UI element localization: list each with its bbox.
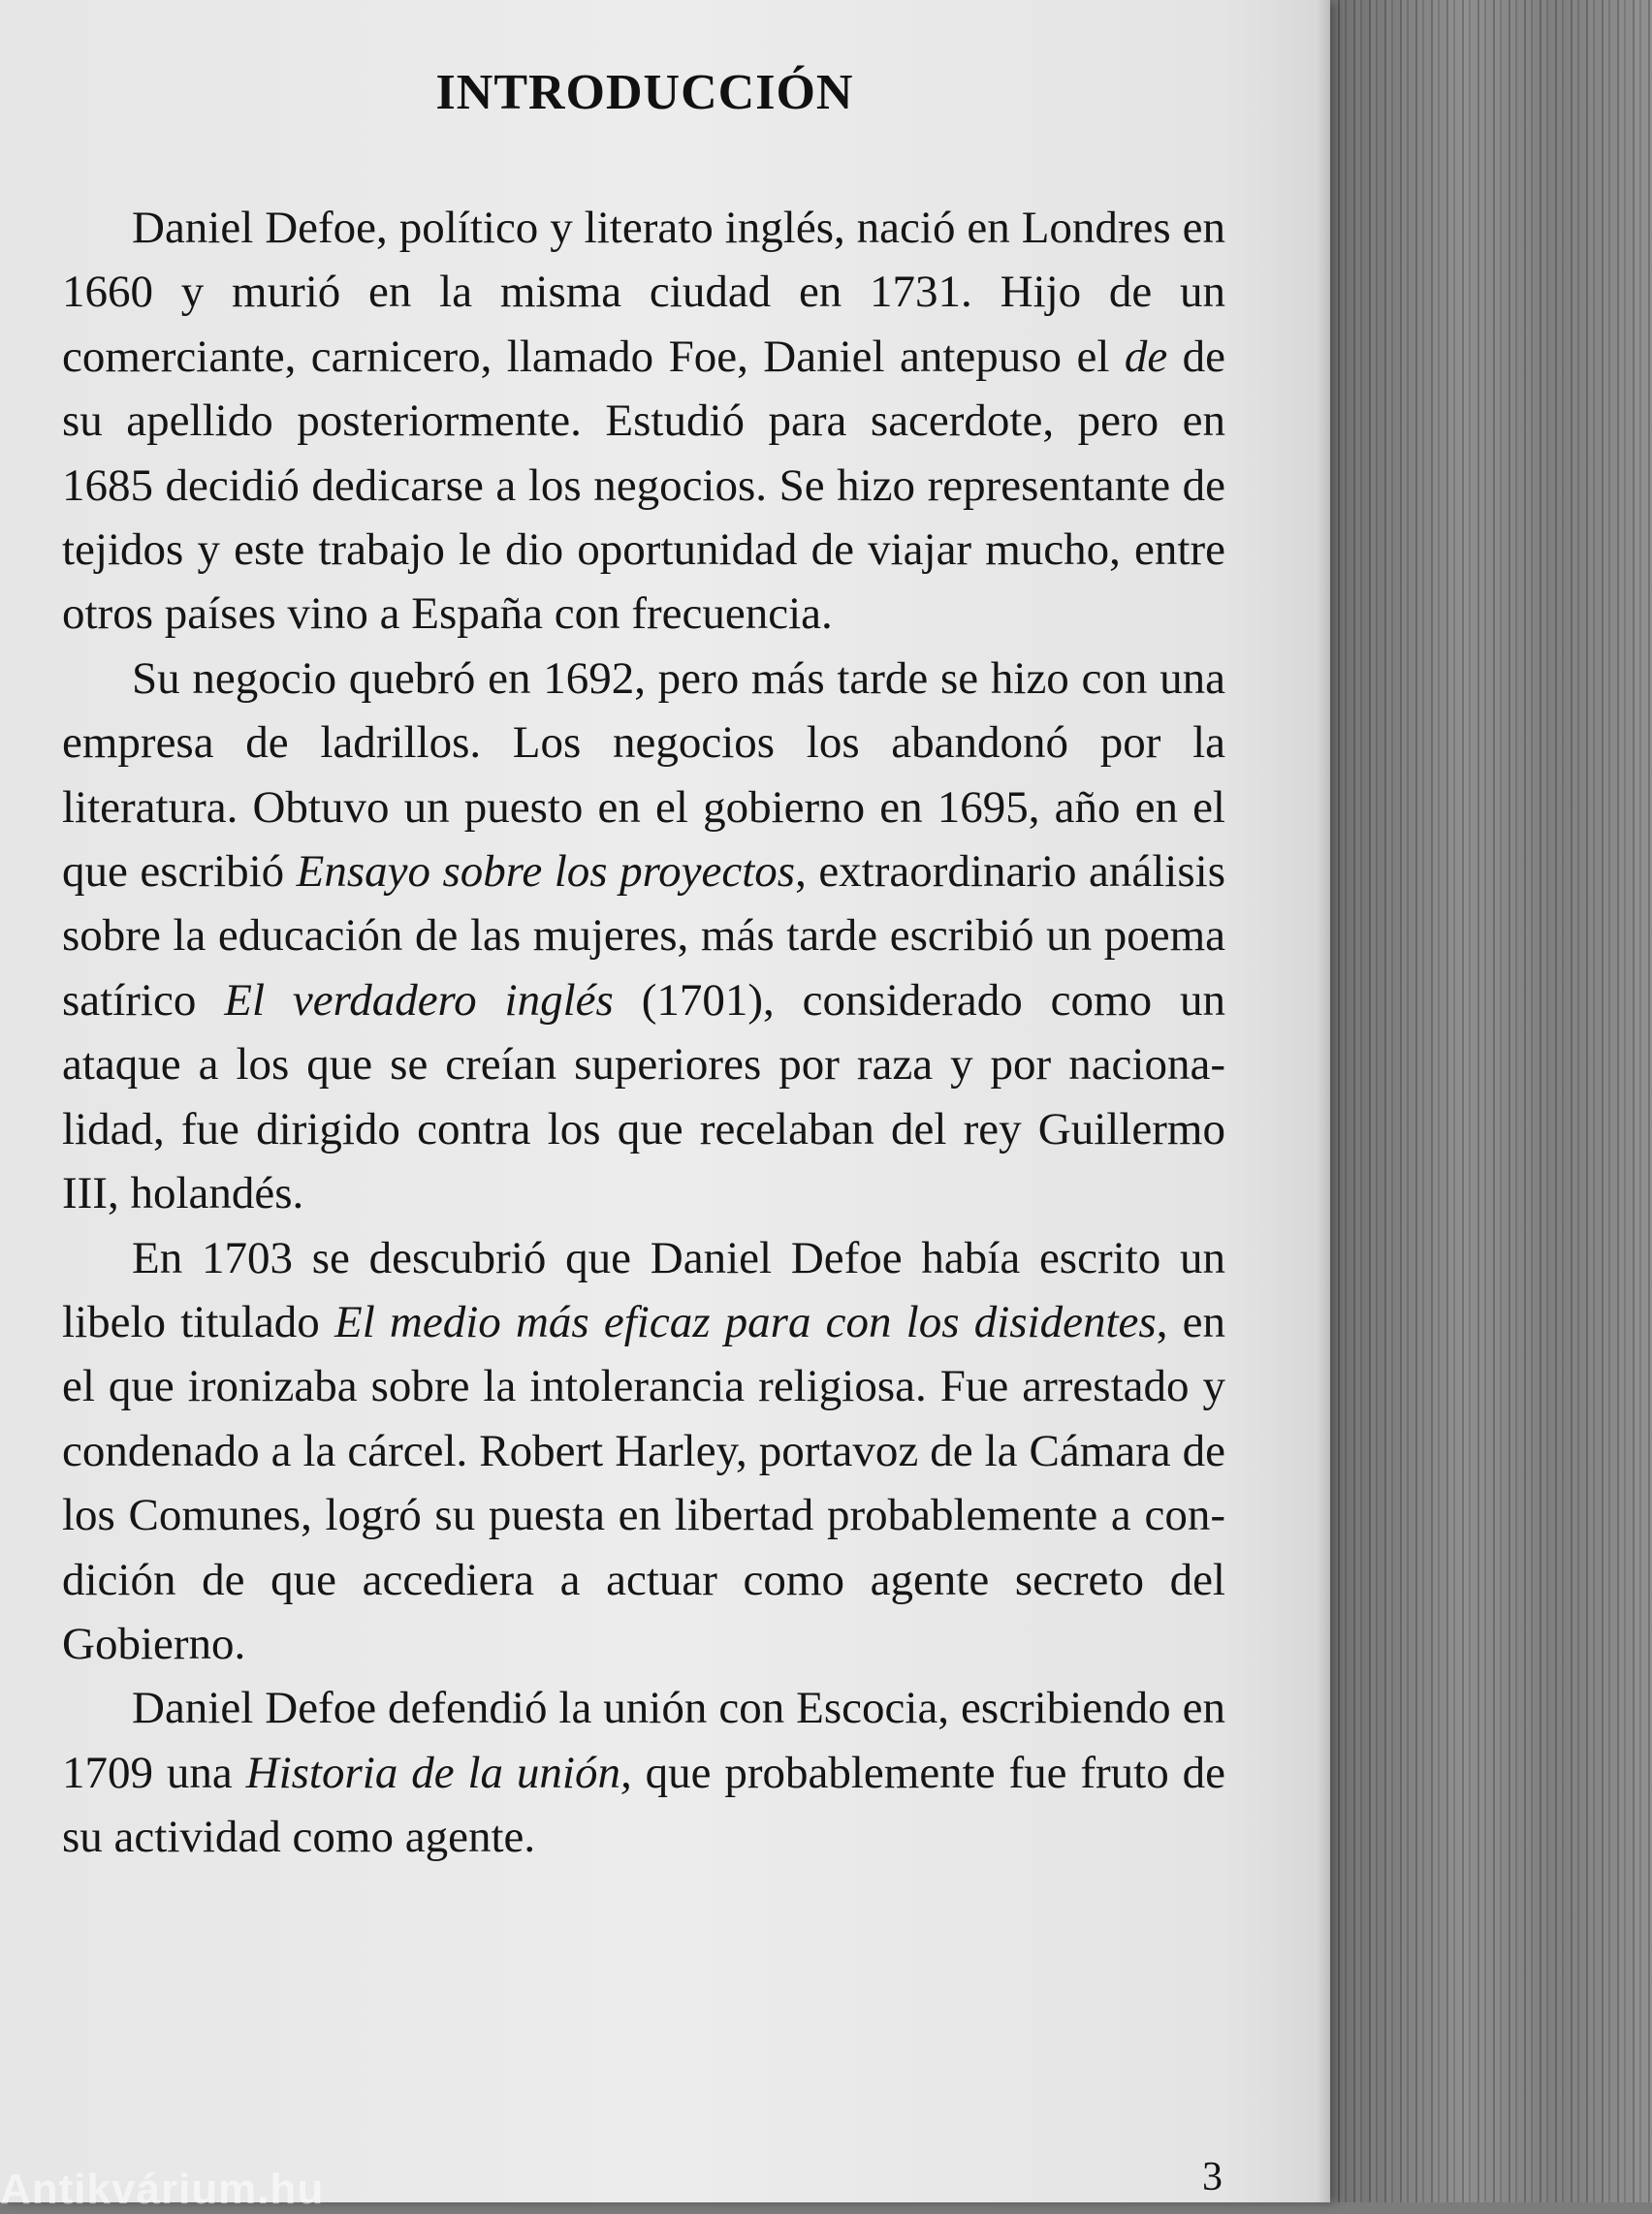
- italic-segment: Ensayo sobre los proyectos: [296, 846, 796, 898]
- text-segment: Daniel Defoe, político y literato inglés, nació en Londres en 1660 y murió en la misma ciudad en 1731. Hijo de un comerciante, carnicero, llamado Foe, Daniel antepuso el: [62, 203, 1225, 382]
- watermark: Antikvárium.hu: [0, 2166, 325, 2213]
- paragraph-1: [62, 196, 1225, 647]
- text-segment: que probablemente fue fruto de su actividad como agente.: [62, 1747, 1225, 1863]
- italic-segment: El medio más eficaz para con los disidentes: [334, 1296, 1157, 1347]
- text-segment: de su apellido posteriormente. Estudió para sacerdote, pero en 1685 decidió dedicarse a los negocios. Se hizo representante de tejidos y este trabajo le dio oportunidad de viajar mucho, entre otros países vino a España con frecuencia.: [62, 331, 1225, 640]
- paragraph-4: [62, 1676, 1225, 1869]
- page-number: 3: [1202, 2155, 1223, 2199]
- background-surface: [1338, 0, 1652, 2202]
- chapter-title: INTRODUCCIÓN: [435, 65, 854, 120]
- page-edge: [1317, 0, 1330, 2202]
- text-segment: Su negocio quebró en 1692, pero más tarde se hizo con una empresa de ladrillos. Los negocios los abandonó por la literatura. Obtuvo un puesto en el gobierno en 1695, año en el que escribió: [62, 652, 1225, 898]
- italic-segment: Historia de la unión,: [245, 1747, 632, 1798]
- text-segment: (1701), considerado como un ataque a los que se creían superiores por raza y por nacionalidad, fue dirigido contra los que recelaban del rey Guillermo III, holandés.: [62, 974, 1225, 1219]
- text-segment: Daniel Defoe defendió la unión con Escocia, escribiendo en 1709 una: [62, 1683, 1225, 1798]
- italic-segment: El verdadero inglés: [224, 974, 614, 1026]
- italic-segment: de: [1124, 331, 1168, 382]
- paragraph-3: [62, 1226, 1225, 1677]
- text-segment: , en el que ironizaba sobre la intolerancia religiosa. Fue arrestado y condenado a la cárcel. Robert Harley, portavoz de la Cámara de los Comunes, logró su puesta en libertad probablemente a condición de que accediera a actuar como agente secreto del Gobierno.: [62, 1296, 1225, 1669]
- body-text: [62, 196, 1225, 1870]
- text-segment: , extraordinario análisis sobre la educación de las mujeres, más tarde escribió un poema satírico: [62, 846, 1226, 1026]
- text-segment: En 1703 se descubrió que Daniel Defoe había escrito un libelo titulado: [62, 1232, 1225, 1347]
- paragraph-2: [62, 647, 1225, 1226]
